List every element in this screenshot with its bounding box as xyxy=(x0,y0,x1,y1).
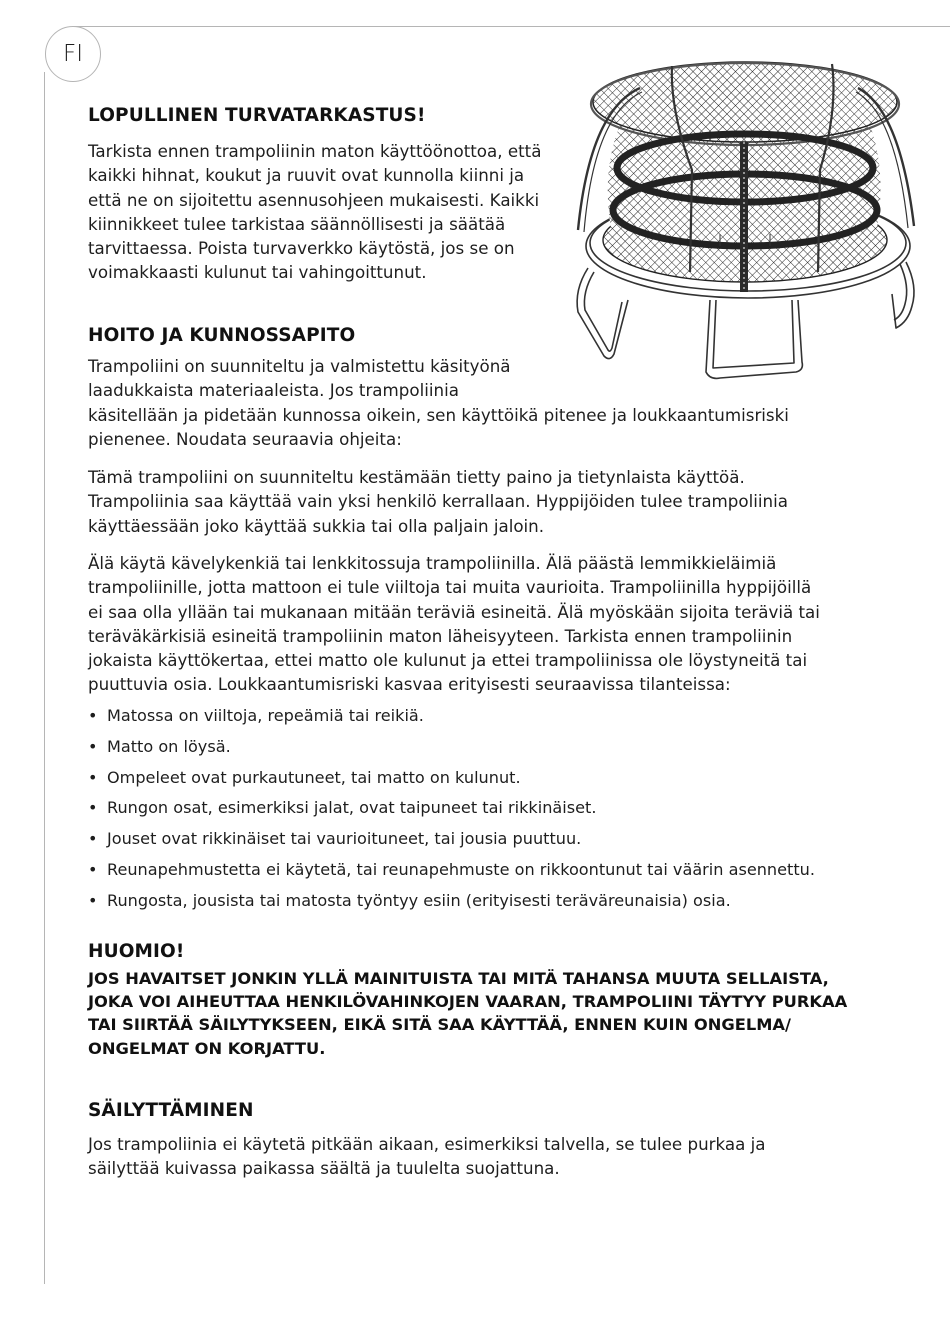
list-item xyxy=(88,733,815,764)
text-line: tarvittaessa. Poista turvaverkko käytöstä, jos se on xyxy=(88,238,515,259)
shoes-pets-paragraph xyxy=(88,551,820,697)
text-line: ei saa olla yllään tai mukanaan mitään teräviä esineitä. Älä myöskään sijoita teräviä tai xyxy=(88,601,820,622)
text-line: ONGELMAT ON KORJATTU. xyxy=(88,1038,326,1058)
text-line: teräväkärkisiä esineitä trampoliinin maton läheisyyteen. Tarkista ennen trampoliinin xyxy=(88,625,793,646)
text-line: kiinnikkeet tulee tarkistaa säännöllisesti ja säätää xyxy=(88,213,506,234)
text-line: trampoliinille, jotta mattoon ei tule viiltoja tai muita vaurioita. Trampoliinilla hyppijöillä xyxy=(88,577,812,598)
text-line: voimakkaasti kulunut tai vahingoittunut. xyxy=(88,262,427,283)
bullet-icon: • xyxy=(88,798,98,818)
risk-bullet-list xyxy=(88,702,815,918)
text-line: käsitellään ja pidetään kunnossa oikein, sen käyttöikä pitenee ja loukkaantumisriski xyxy=(88,404,789,425)
text-line: pienenee. Noudata seuraavia ohjeita: xyxy=(88,428,402,449)
list-item xyxy=(88,764,815,795)
text-line: Trampoliinia saa käyttää vain yksi henkilö kerrallaan. Hyppijöiden tulee trampoliinia xyxy=(88,491,788,512)
maintenance-heading: HOITO JA KUNNOSSAPITO xyxy=(88,325,356,346)
list-item xyxy=(88,794,815,825)
safety-check-heading: LOPULLINEN TURVATARKASTUS! xyxy=(88,105,426,126)
page-frame-top-line xyxy=(72,26,950,27)
storage-paragraph xyxy=(88,1132,766,1181)
safety-check-paragraph xyxy=(88,139,541,285)
text-line: puuttuvia osia. Loukkaantumisriski kasvaa erityisesti seuraavissa tilanteissa: xyxy=(88,674,731,695)
list-item-text: Rungosta, jousista tai matosta työntyy esiin (erityisesti teräväreunaisia) osia. xyxy=(107,890,731,910)
text-line: JOS HAVAITSET JONKIN YLLÄ MAINITUISTA TAI MITÄ TAHANSA MUUTA SELLAISTA, xyxy=(88,969,829,988)
text-line: kaikki hihnat, koukut ja ruuvit ovat kunnolla kiinni ja xyxy=(88,165,525,186)
text-line: jokaista käyttökertaa, ettei matto ole kulunut ja ettei trampoliinissa ole löystyneitä tai xyxy=(88,650,808,671)
bullet-icon: • xyxy=(88,736,98,756)
text-line: säilyttää kuivassa paikassa säältä ja tuulelta suojattuna. xyxy=(88,1158,560,1179)
storage-heading: SÄILYTTÄMINEN xyxy=(88,1100,254,1121)
bullet-icon: • xyxy=(88,767,98,787)
list-item-text: Matossa on viiltoja, repeämiä tai reikiä. xyxy=(107,706,424,725)
list-item-text: Matto on löysä. xyxy=(107,736,231,756)
list-item-text: Rungon osat, esimerkiksi jalat, ovat taipuneet tai rikkinäiset. xyxy=(107,798,597,818)
list-item xyxy=(88,887,815,918)
list-item-text: Ompeleet ovat purkautuneet, tai matto on kulunut. xyxy=(107,767,521,787)
bullet-icon: • xyxy=(88,706,98,725)
text-line: laadukkaista materiaaleista. Jos trampoliinia xyxy=(88,380,459,401)
bullet-icon: • xyxy=(88,859,98,879)
text-line: että ne on sijoitettu asennusohjeen mukaisesti. Kaikki xyxy=(88,189,540,210)
text-line: Jos trampoliinia ei käytetä pitkään aikaan, esimerkiksi talvella, se tulee purkaa ja xyxy=(88,1134,766,1154)
warning-paragraph xyxy=(88,967,847,1060)
text-line: JOKA VOI AIHEUTTAA HENKILÖVAHINKOJEN VAARAN, TRAMPOLIINI TÄYTYY PURKAA xyxy=(88,992,848,1012)
text-line: Tämä trampoliini on suunniteltu kestämään tietty paino ja tietynlaista käyttöä. xyxy=(88,467,745,487)
language-code: FI xyxy=(62,41,83,67)
list-item xyxy=(88,856,815,887)
list-item-text: Reunapehmustetta ei käytetä, tai reunapehmuste on rikkoontunut tai väärin asennettu. xyxy=(107,859,815,879)
text-line: TAI SIIRTÄÄ SÄILYTYKSEEN, EIKÄ SITÄ SAA KÄYTTÄÄ, ENNEN KUIN ONGELMA/ xyxy=(88,1015,791,1035)
list-item-text: Jouset ovat rikkinäiset tai vaurioituneet, tai jousia puuttuu. xyxy=(107,829,582,849)
bullet-icon: • xyxy=(88,829,98,849)
language-badge xyxy=(45,26,101,82)
trampoline-illustration-icon xyxy=(570,50,920,382)
maintenance-intro-paragraph xyxy=(88,354,789,451)
text-line: käyttäessään joko käyttää sukkia tai olla paljain jaloin. xyxy=(88,515,545,536)
list-item xyxy=(88,702,815,733)
page-frame-left-line xyxy=(44,72,45,1284)
warning-heading: HUOMIO! xyxy=(88,941,185,962)
list-item xyxy=(88,825,815,856)
bullet-icon: • xyxy=(88,890,98,910)
text-line: Tarkista ennen trampoliinin maton käyttöönottoa, että xyxy=(88,141,542,161)
text-line: Älä käytä kävelykenkiä tai lenkkitossuja trampoliinilla. Älä päästä lemmikkieläimiä xyxy=(88,553,777,573)
weight-usage-paragraph xyxy=(88,465,788,538)
text-line: Trampoliini on suunniteltu ja valmistettu käsityönä xyxy=(88,356,511,376)
